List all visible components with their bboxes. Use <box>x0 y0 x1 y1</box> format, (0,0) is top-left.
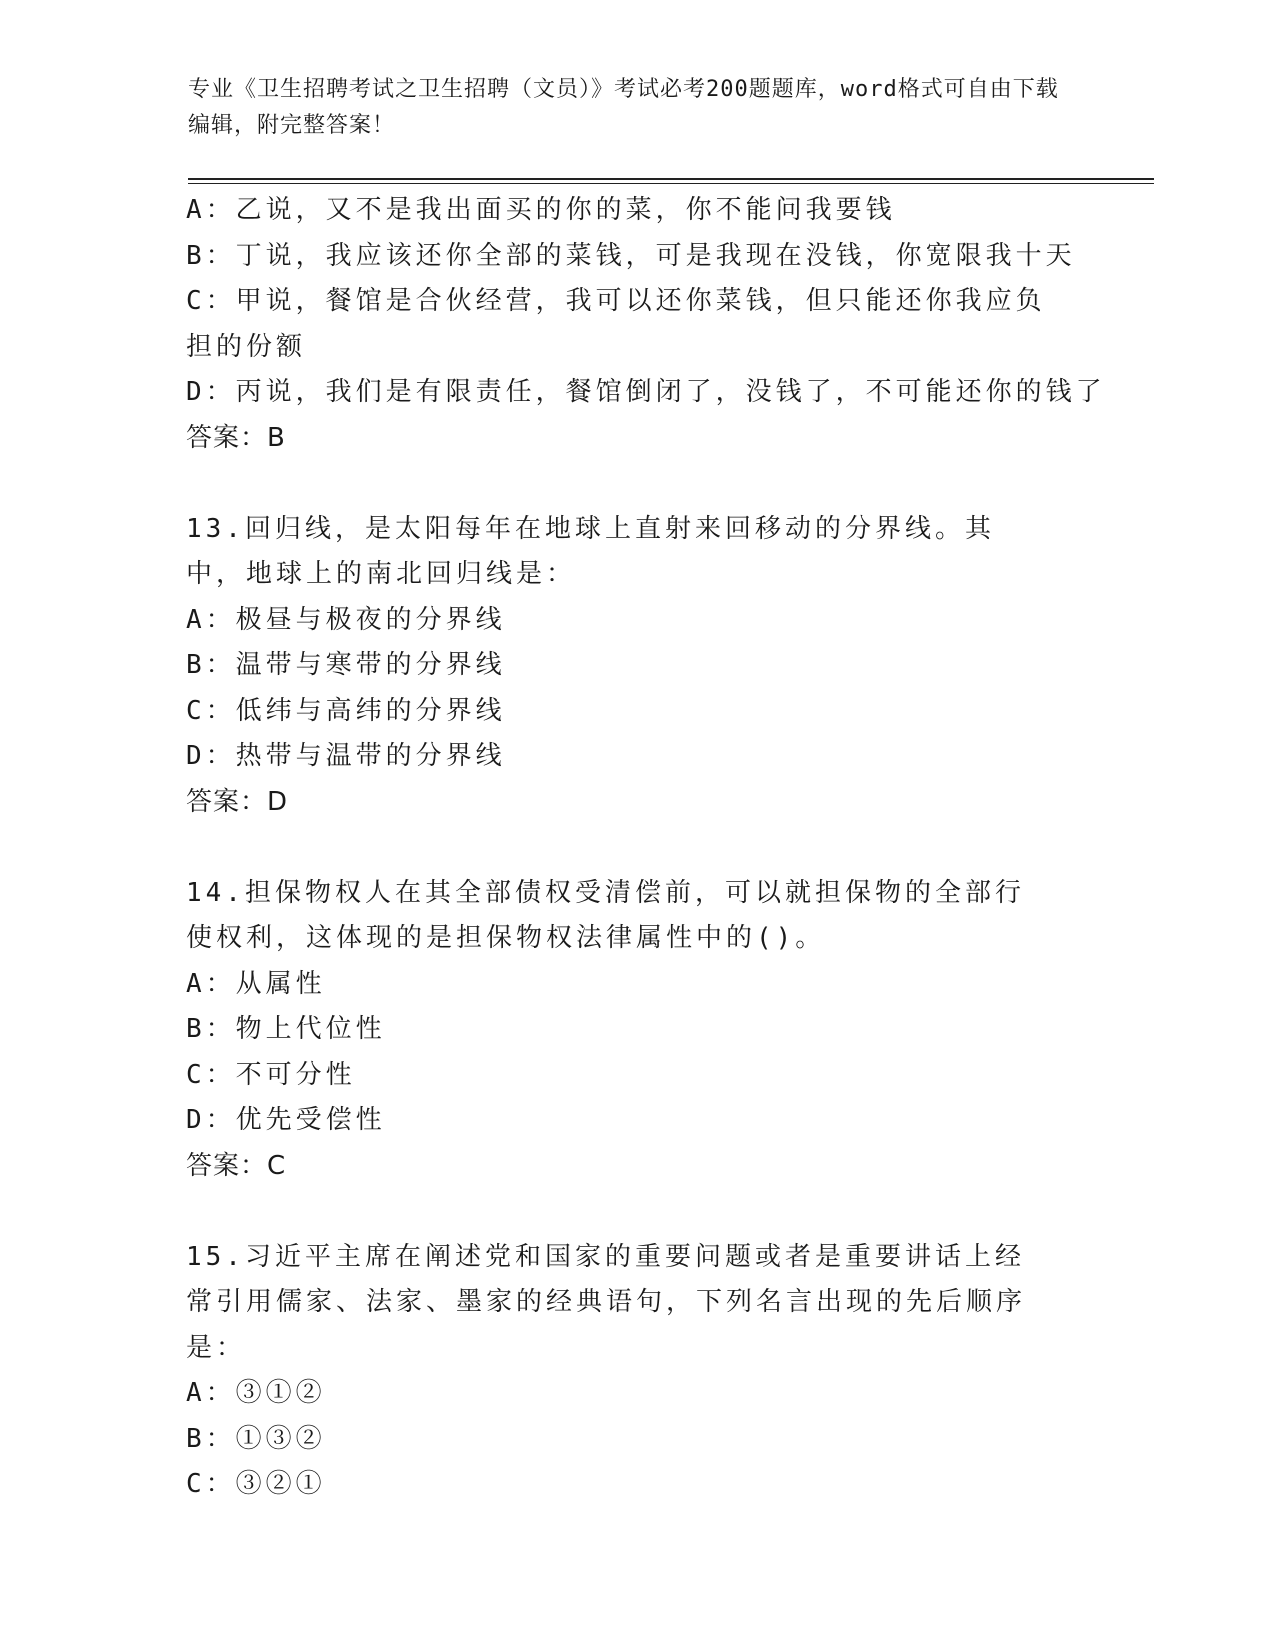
option-b: B：丁说，我应该还你全部的菜钱，可是我现在没钱，你宽限我十天 <box>186 240 1076 271</box>
option-a: A：③①② <box>186 1378 326 1408</box>
answer-line <box>186 416 1086 462</box>
option-d: D：热带与温带的分界线 <box>186 741 506 771</box>
option-b: B：物上代位性 <box>186 1014 386 1044</box>
question-stem: 15.习近平主席在阐述党和国家的重要问题或者是重要讲话上经常引用儒家、法家、墨家的经典语句，下列名言出现的先后顺序是： <box>186 1241 1027 1363</box>
option-c: C：低纬与高纬的分界线 <box>186 695 506 726</box>
answer-value: C <box>267 1150 287 1181</box>
option-a: A：极昼与极夜的分界线 <box>186 604 506 635</box>
header-title: 专业《卫生招聘考试之卫生招聘（文员）》考试必考200题题库，word格式可自由下载编辑，附完整答案！ <box>188 77 1059 138</box>
question-14 <box>186 871 1086 1190</box>
spacer <box>186 1189 1086 1235</box>
question-stem: 13.回归线，是太阳每年在地球上直射来回移动的分界线。其中，地球上的南北回归线是： <box>186 513 995 589</box>
header-divider-thick <box>188 178 1154 180</box>
document-header <box>188 72 1068 144</box>
option-c: C：甲说，餐馆是合伙经营，我可以还你菜钱，但只能还你我应负担的份额 <box>186 286 1046 362</box>
spacer <box>186 461 1086 507</box>
spacer <box>186 825 1086 871</box>
question-12-continued <box>186 188 1106 461</box>
answer-line <box>186 1144 1086 1190</box>
answer-value: B <box>267 422 286 453</box>
option-a: A：乙说，又不是我出面买的你的菜，你不能问我要钱 <box>186 195 896 225</box>
question-stem: 14.担保物权人在其全部债权受清偿前，可以就担保物的全部行使权利，这体现的是担保物权法律属性中的()。 <box>186 877 1025 953</box>
option-a: A：从属性 <box>186 968 326 999</box>
option-c: C：③②① <box>186 1469 326 1499</box>
option-d: D：优先受偿性 <box>186 1105 386 1135</box>
answer-value: D <box>267 786 289 817</box>
answer-line <box>186 780 1086 826</box>
option-d: D：丙说，我们是有限责任，餐馆倒闭了，没钱了，不可能还你的钱了 <box>186 377 1106 407</box>
header-divider-thin <box>188 183 1154 184</box>
answer-label: 答案： <box>186 786 268 817</box>
question-13 <box>186 507 1086 826</box>
option-b: B：温带与寒带的分界线 <box>186 650 506 680</box>
question-list <box>186 188 1106 1508</box>
option-b: B：①③② <box>186 1423 326 1454</box>
answer-label: 答案： <box>186 422 268 453</box>
answer-label: 答案： <box>186 1150 268 1181</box>
question-15 <box>186 1235 1086 1508</box>
option-c: C：不可分性 <box>186 1059 356 1090</box>
